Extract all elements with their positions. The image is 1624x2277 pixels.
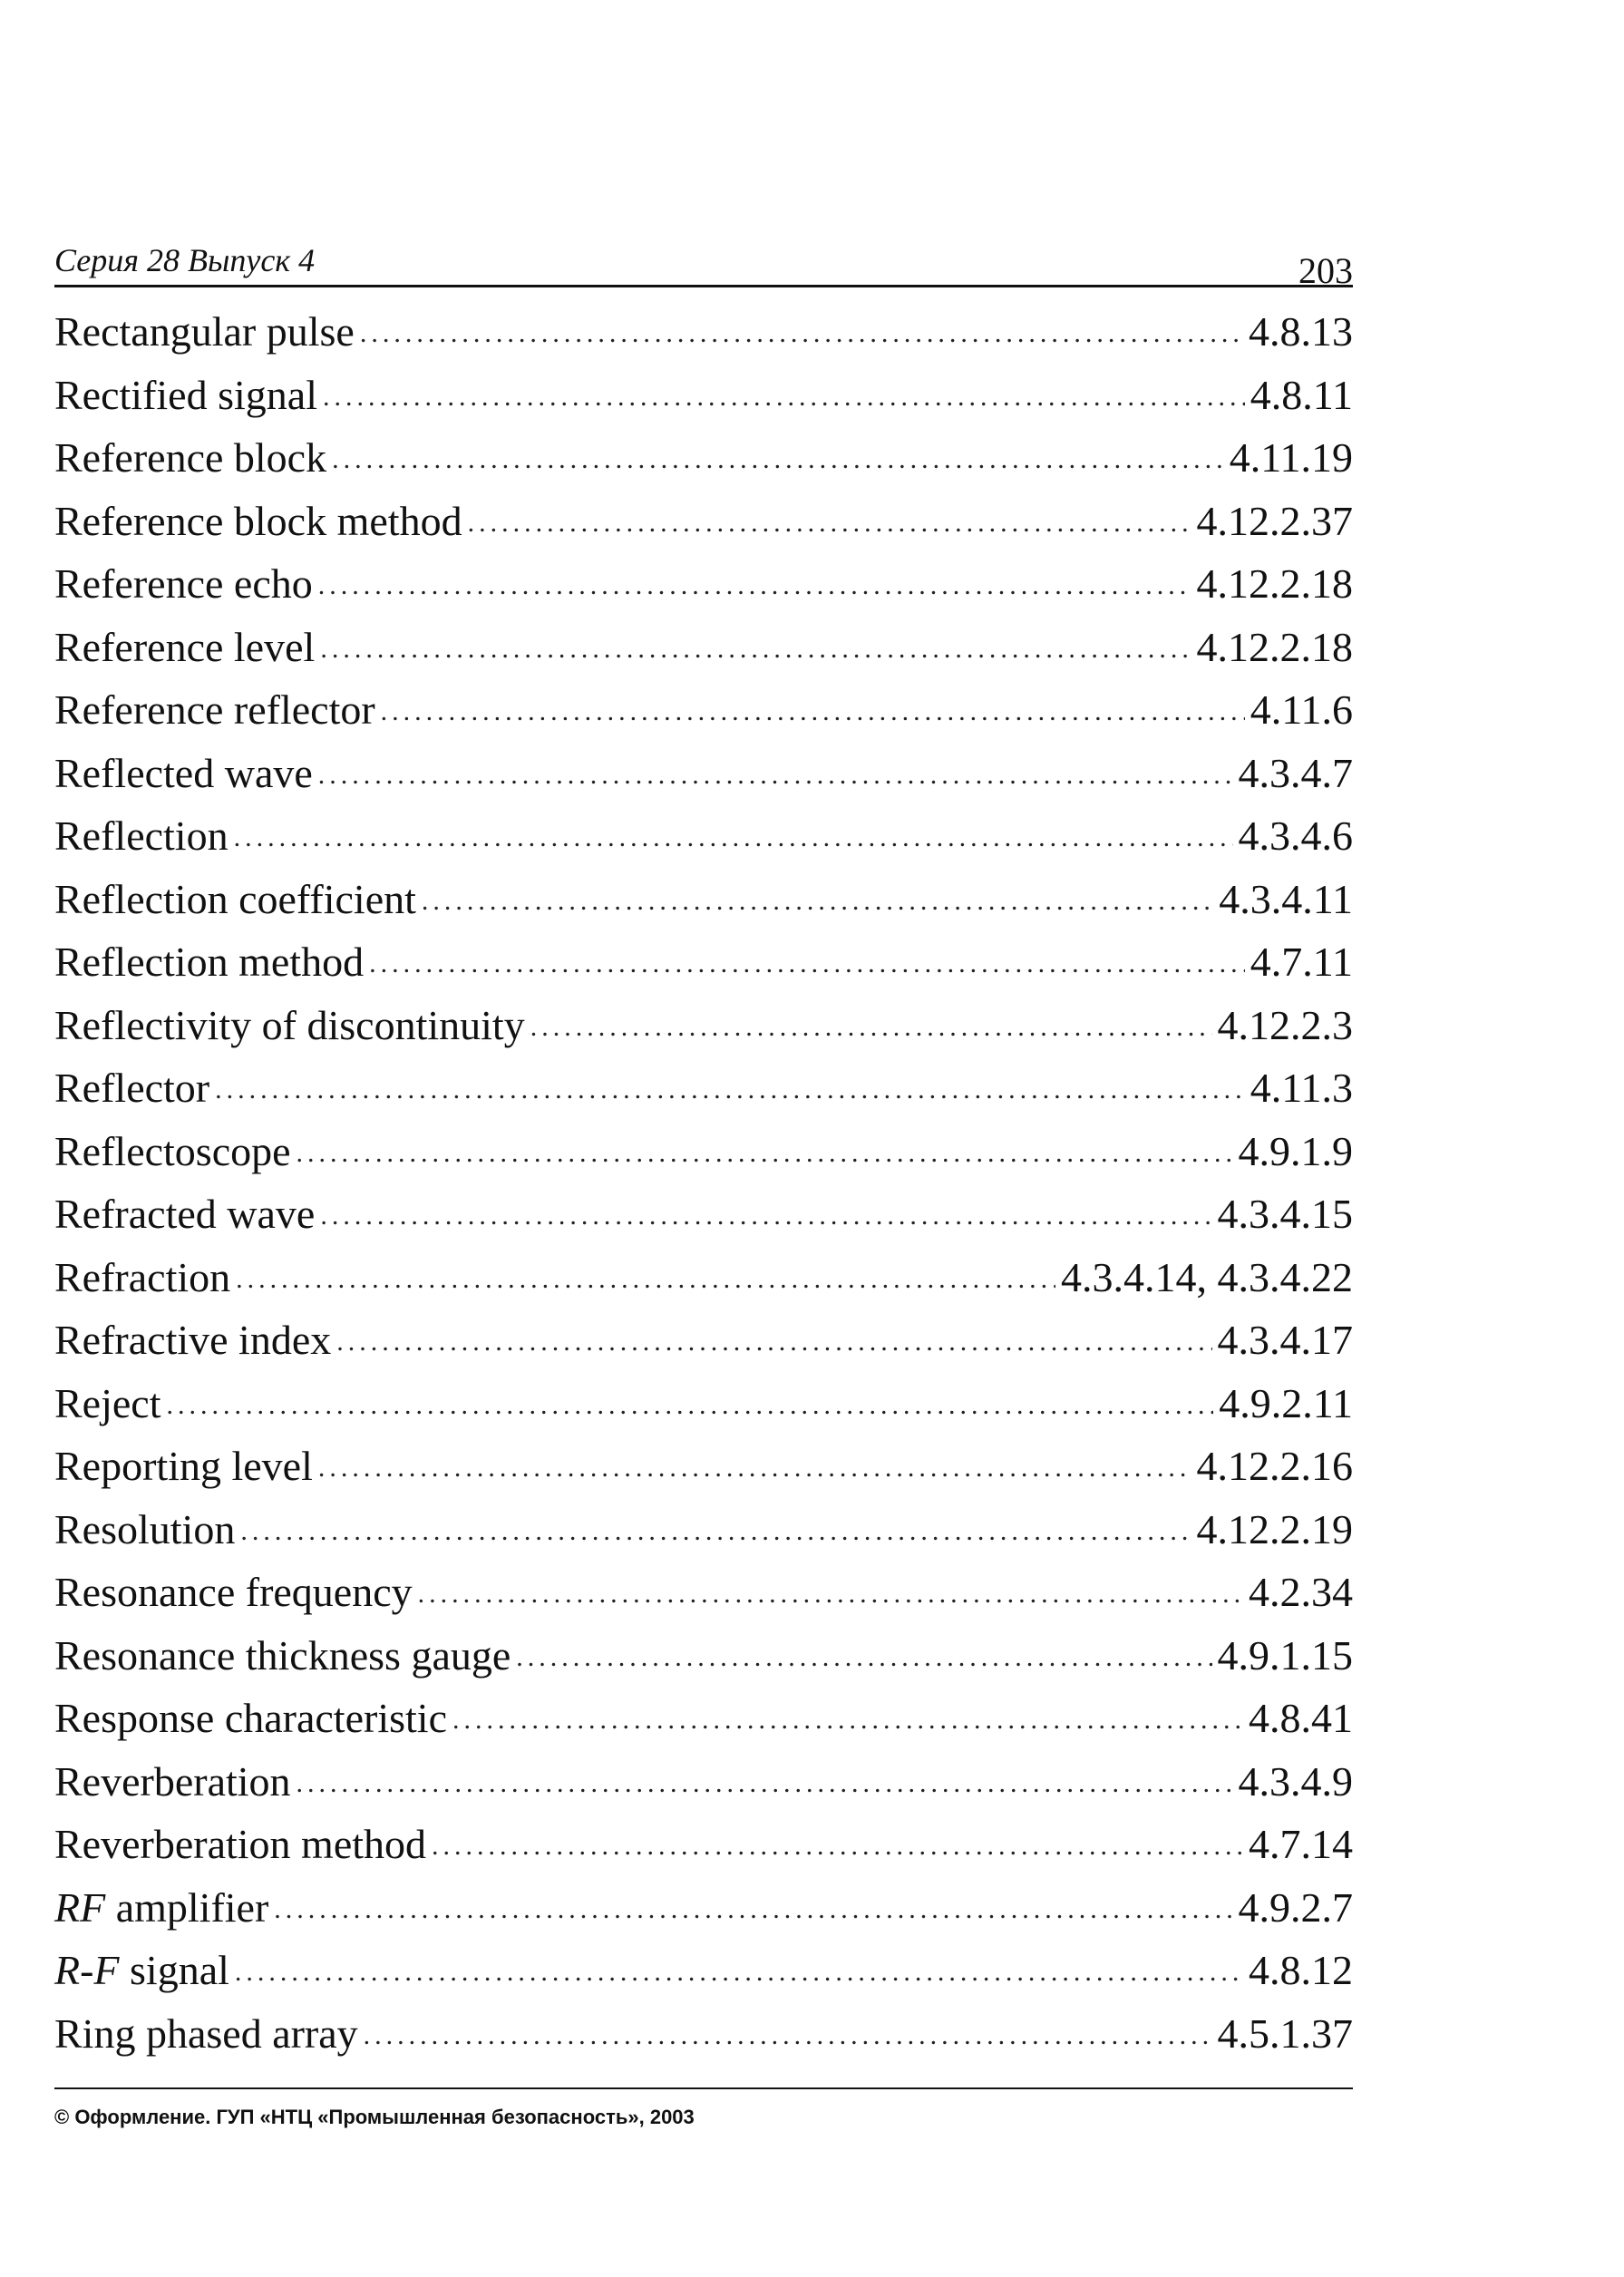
index-term [54,364,317,427]
index-term-text: Reflection method [54,939,365,985]
dot-leader [240,1500,1191,1563]
index-entries [54,300,1353,2065]
index-term [54,1056,209,1120]
index-reference: 4.12.2.37 [1196,497,1353,544]
index-term-text: Reflectivity of discontinuity [54,1001,525,1048]
index-term-text: Rectangular pulse [54,308,355,355]
index-entry [54,678,1353,742]
dot-leader [381,680,1245,744]
index-entry [54,1750,1353,1814]
index-entry [54,1561,1353,1624]
dot-leader [320,1184,1211,1248]
index-reference: 4.3.4.11 [1219,875,1353,922]
index-reference: 4.8.41 [1249,1695,1353,1741]
index-term-text: Refraction [54,1253,231,1300]
index-term [54,930,364,994]
index-entry [54,742,1353,805]
index-entry [54,1876,1353,1940]
page-number: 203 [1298,250,1353,291]
index-reference: 4.12.2.3 [1217,1001,1353,1048]
index-term [54,2002,358,2066]
index-entry [54,1120,1353,1183]
index-term [54,742,313,805]
index-entry [54,300,1353,364]
index-term-text: Ring phased array [54,2009,358,2057]
index-term-text: Reference block method [54,497,462,544]
index-term [54,804,229,868]
index-term [54,1182,315,1246]
index-reference: 4.8.12 [1249,1947,1353,1993]
index-reference: 4.3.4.9 [1238,1757,1353,1805]
index-term-text: signal [119,1947,229,1993]
index-term [54,1498,235,1562]
index-reference: 4.12.2.19 [1196,1505,1353,1552]
index-entry [54,616,1353,679]
index-entry [54,1435,1353,1498]
index-entry [54,1182,1353,1246]
index-term-text: Reflection [54,813,229,859]
dot-leader [320,618,1191,681]
index-term-text: Reference reflector [54,686,375,733]
index-term-text: amplifier [105,1883,269,1931]
index-term [54,1246,230,1309]
index-reference: 4.2.34 [1249,1569,1353,1615]
index-term-text: Reflected wave [54,749,313,796]
index-reference: 4.5.1.37 [1217,2009,1353,2057]
index-term [54,1939,229,2002]
index-entry [54,364,1353,427]
index-term-text: Reporting level [54,1443,313,1489]
index-term [54,1120,291,1183]
index-entry [54,1309,1353,1372]
index-entry [54,552,1353,616]
index-reference: 4.3.4.17 [1217,1317,1353,1363]
index-term [54,1624,511,1688]
index-term-abbrev: R-F [54,1947,120,1993]
index-entry [54,930,1353,994]
index-term [54,490,462,553]
dot-leader [297,1752,1233,1815]
index-term [54,1813,426,1876]
dot-leader [318,1436,1191,1500]
dot-leader [274,1878,1232,1941]
dot-leader [234,806,1233,870]
index-term-text: Response characteristic [54,1695,447,1741]
index-entry [54,1939,1353,2002]
dot-leader [360,302,1243,365]
index-entry [54,1372,1353,1435]
dot-leader [235,1941,1243,2004]
dot-leader [369,932,1245,996]
footer-divider [54,2087,1353,2089]
dot-leader [323,365,1245,429]
index-term-text: Rectified signal [54,371,317,418]
index-reference: 4.12.2.18 [1196,560,1353,607]
dot-leader [418,1562,1243,1626]
index-term [54,1561,413,1624]
index-reference: 4.3.4.7 [1238,749,1353,796]
index-term [54,300,355,364]
index-reference: 4.11.6 [1250,686,1353,733]
index-term [54,1435,313,1498]
running-header [54,236,1353,291]
index-term [54,1750,291,1814]
index-term-text: Reflection coefficient [54,875,416,922]
index-reference: 4.7.11 [1250,939,1353,985]
index-entry [54,1813,1353,1876]
dot-leader [364,2004,1212,2068]
index-term [54,1309,331,1372]
index-term-text: Reverberation method [54,1821,427,1867]
index-entry [54,1246,1353,1309]
index-term-text: Reject [54,1379,161,1426]
index-term-text: Resonance thickness gauge [54,1631,511,1679]
index-reference: 4.8.13 [1249,308,1353,355]
dot-leader [336,1310,1211,1374]
index-reference: 4.9.2.7 [1238,1883,1353,1931]
index-term [54,1876,268,1940]
index-reference: 4.3.4.15 [1217,1191,1353,1237]
copyright-footer: © Оформление. ГУП «НТЦ «Промышленная безопасность», 2003 [54,2106,695,2128]
index-term-text: Reference echo [54,560,313,607]
index-term-text: Reverberation [54,1757,291,1805]
index-term [54,994,525,1057]
index-term [54,678,375,742]
dot-leader [236,1248,1055,1311]
index-entry [54,426,1353,490]
index-term-abbrev: RF [54,1883,106,1931]
dot-leader [530,996,1212,1059]
index-term-text: Resolution [54,1505,236,1552]
index-entry [54,1056,1353,1120]
index-reference: 4.9.1.15 [1217,1631,1353,1679]
series-title: Серия 28 Выпуск 4 [54,242,316,278]
index-entry [54,868,1353,931]
index-term-text: Reference level [54,623,316,670]
dot-leader [297,1122,1233,1185]
index-term [54,1372,161,1435]
index-reference: 4.3.4.14, 4.3.4.22 [1061,1253,1353,1300]
dot-leader [332,428,1224,491]
index-reference: 4.9.2.11 [1219,1379,1353,1426]
index-page [54,236,1353,2065]
index-reference: 4.12.2.16 [1196,1443,1353,1489]
index-entry [54,1498,1353,1562]
index-reference: 4.11.3 [1250,1065,1353,1111]
index-term-text: Reflector [54,1065,210,1111]
dot-leader [516,1626,1211,1689]
index-reference: 4.9.1.9 [1238,1127,1353,1174]
index-term-text: Reference block [54,434,327,481]
index-term [54,616,315,679]
index-reference: 4.7.14 [1249,1821,1353,1867]
index-term [54,426,326,490]
index-entry [54,804,1353,868]
dot-leader [452,1688,1243,1752]
index-entry [54,1687,1353,1750]
index-term-text: Resonance frequency [54,1569,413,1615]
index-term [54,868,416,931]
index-entry [54,1624,1353,1688]
index-reference: 4.8.11 [1250,371,1353,418]
dot-leader [318,744,1233,807]
index-entry [54,2002,1353,2066]
dot-leader [422,870,1213,933]
index-entry [54,994,1353,1057]
index-reference: 4.12.2.18 [1196,623,1353,670]
index-term-text: Refracted wave [54,1191,316,1237]
index-term-text: Refractive index [54,1317,332,1363]
dot-leader [167,1374,1214,1437]
dot-leader [432,1815,1243,1878]
dot-leader [215,1058,1245,1122]
dot-leader [468,491,1191,555]
index-term-text: Reflectoscope [54,1127,291,1174]
index-entry [54,490,1353,553]
index-reference: 4.11.19 [1229,434,1353,481]
index-term [54,552,313,616]
index-term [54,1687,447,1750]
index-reference: 4.3.4.6 [1238,813,1353,859]
dot-leader [318,554,1191,618]
